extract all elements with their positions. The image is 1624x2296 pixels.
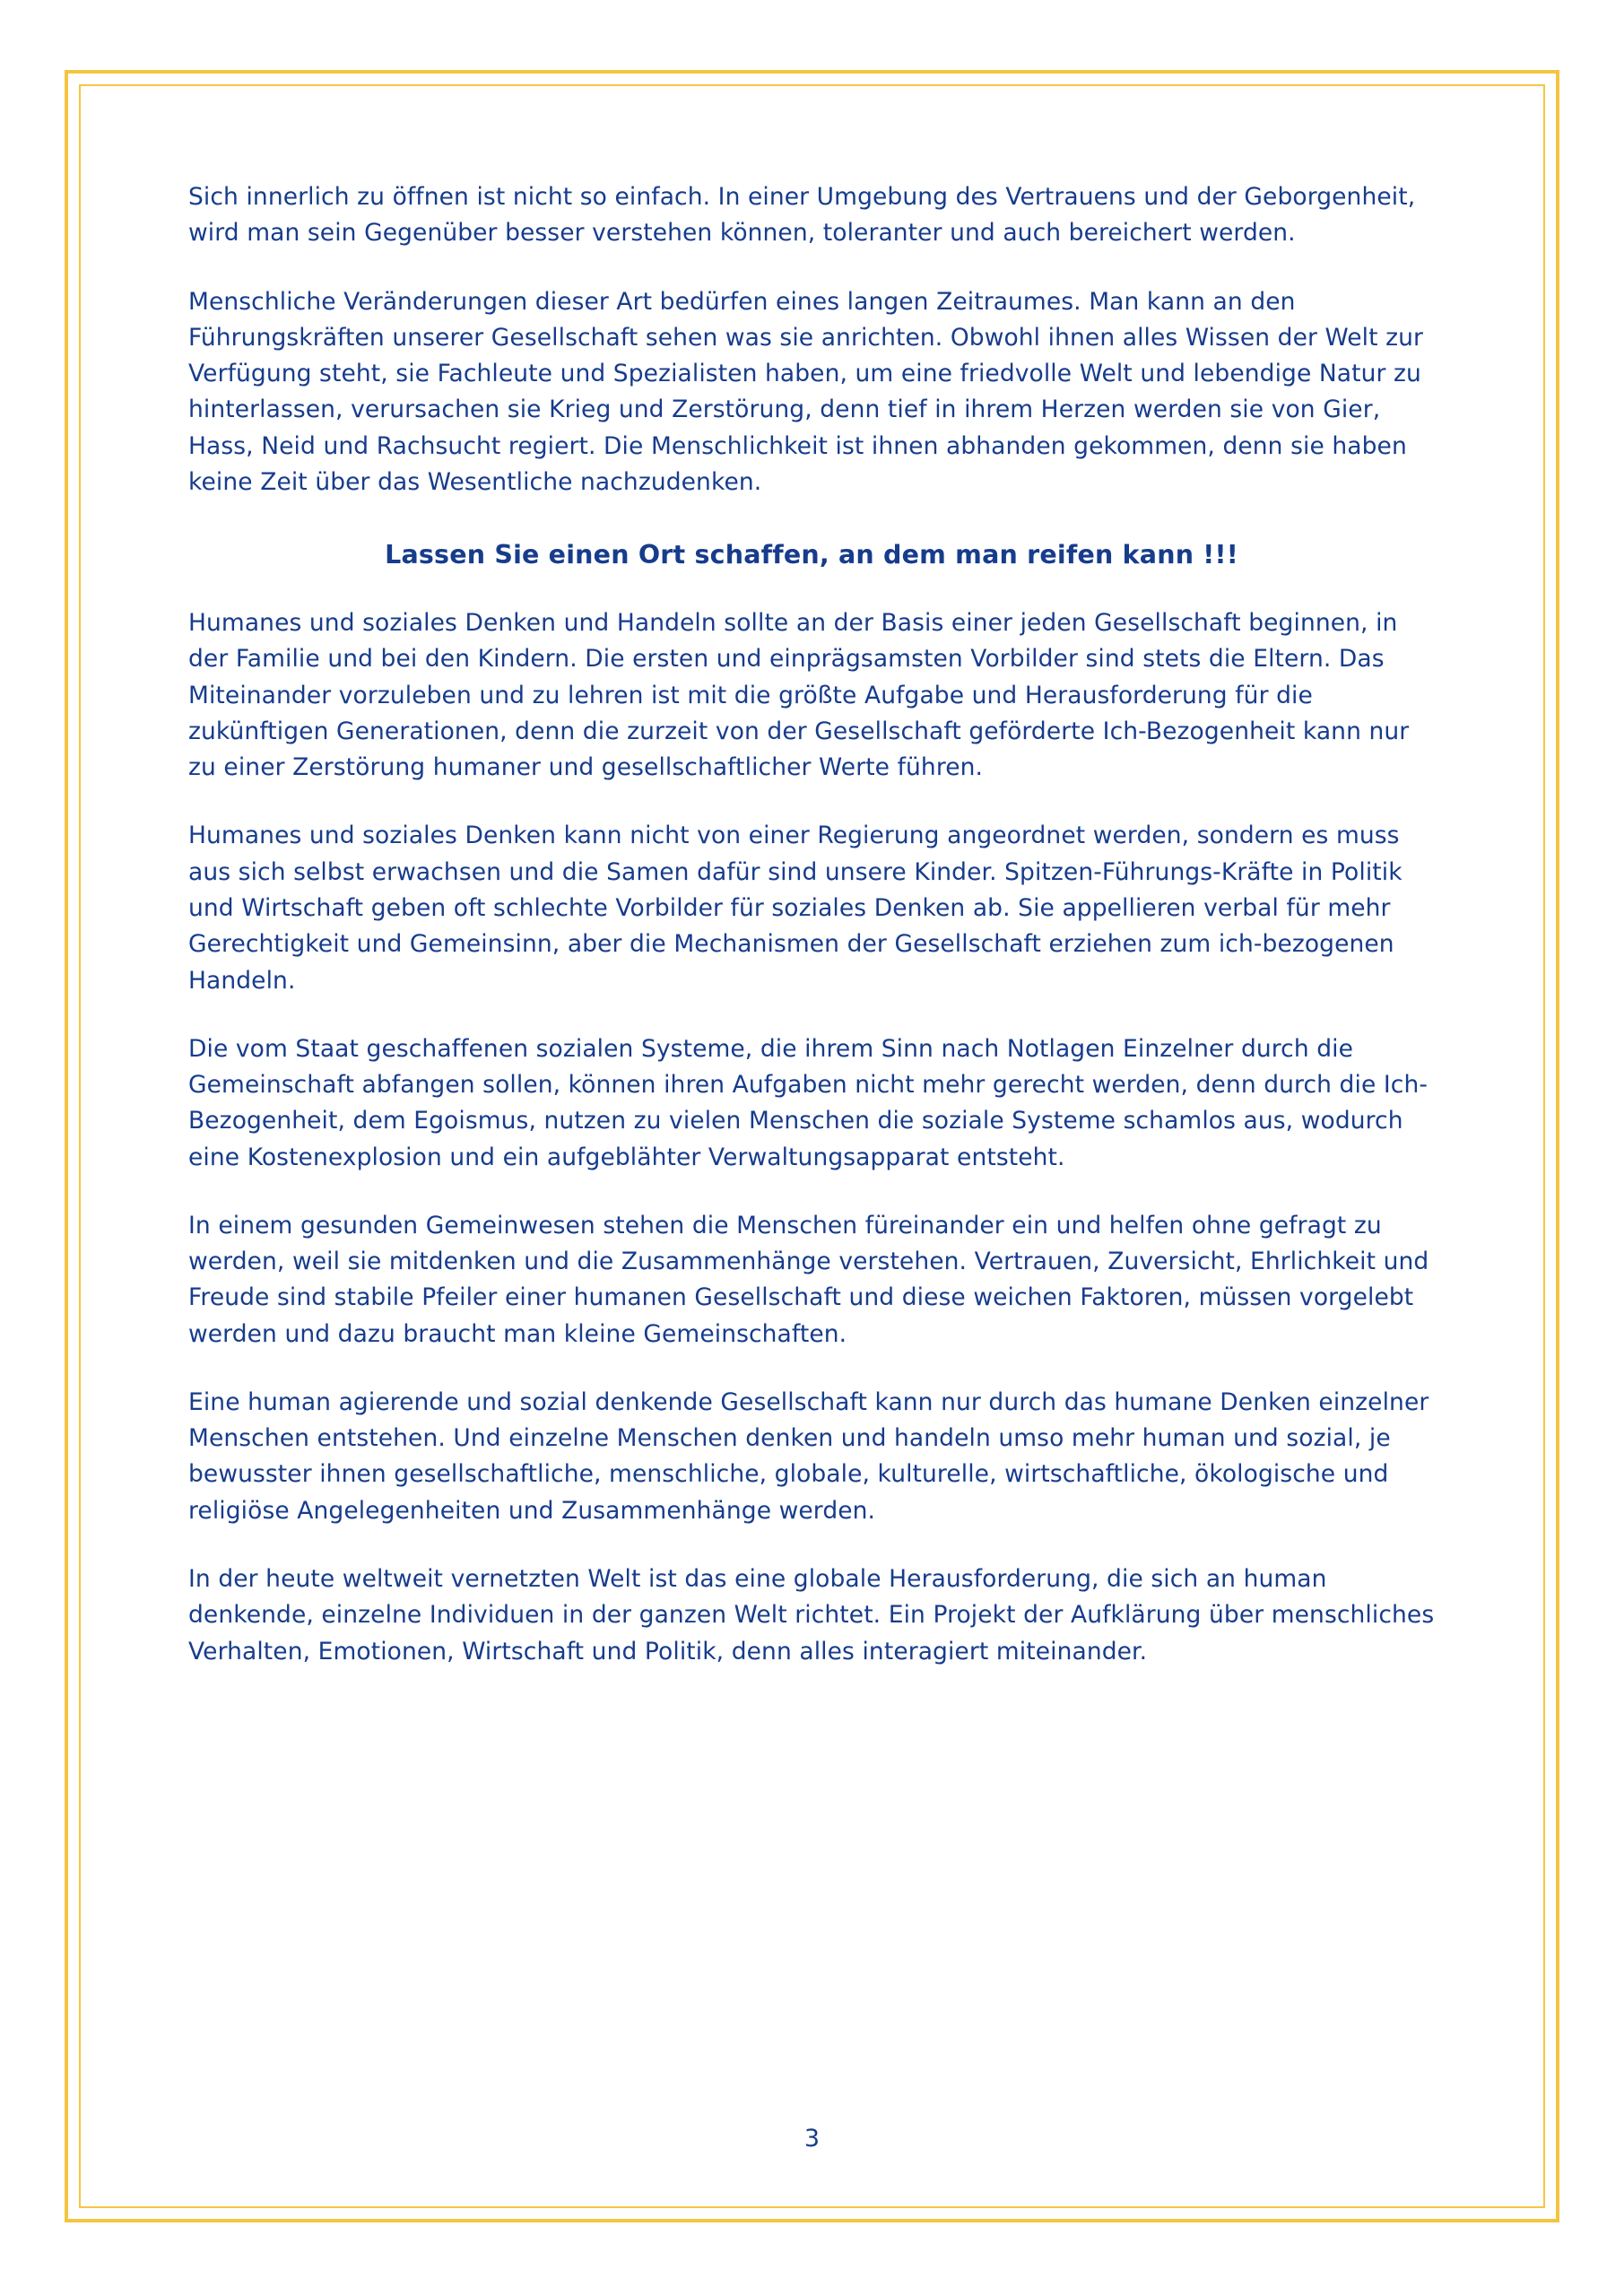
page-number: 3 (803, 2125, 821, 2152)
paragraph: Sich innerlich zu öffnen ist nicht so einfach. In einer Umgebung des Vertrauens und der Geborgenheit, wird man sein Gegenüber besser verstehen können, toleranter und auch bereichert werden. (188, 183, 1416, 248)
paragraph: Menschliche Veränderungen dieser Art bedürfen eines langen Zeitraumes. Man kann an den Führungskräften unserer Gesellschaft sehen was sie anrichten. Obwohl ihnen alles Wissen der Welt zur Verfügung steht, sie Fachleute und Spezialisten haben, um eine friedvolle Welt und lebendige Natur zu hinterlassen, verursachen sie Krieg und Zerstörung, denn tief in ihrem Herzen werden sie von Gier, Hass, Neid und Rachsucht regiert. Die Menschlichkeit ist ihnen abhanden gekommen, denn sie haben keine Zeit über das Wesentliche nachzudenken. (188, 287, 1424, 496)
section-heading: Lassen Sie einen Ort schaffen, an dem man reifen kann !!! (385, 540, 1238, 570)
paragraph: In einem gesunden Gemeinwesen stehen die Menschen füreinander ein und helfen ohne gefragt zu werden, weil sie mitdenken und die Zusammenhänge verstehen. Vertrauen, Zuversicht, Ehrlichkeit und Freude sind stabile Pfeiler einer humanen Gesellschaft und diese weichen Faktoren, müssen vorgelebt werden und dazu braucht man kleine Gemeinschaften. (188, 1211, 1429, 1348)
paragraph: Humanes und soziales Denken und Handeln sollte an der Basis einer jeden Gesellschaft beginnen, in der Familie und bei den Kindern. Die ersten und einprägsamsten Vorbilder sind stets die Eltern. Das Miteinander vorzuleben und zu lehren ist mit die größte Aufgabe und Herausforderung für die zukünftigen Generationen, denn die zurzeit von der Gesellschaft geförderte Ich-Bezogenheit kann nur zu einer Zerstörung humaner und gesellschaftlicher Werte führen. (188, 609, 1410, 782)
document-body (188, 179, 1435, 1702)
paragraph: In der heute weltweit vernetzten Welt ist das eine globale Herausforderung, die sich an human denkende, einzelne Individuen in der ganzen Welt richtet. Ein Projekt der Aufklärung über menschliches Verhalten, Emotionen, Wirtschaft und Politik, denn alles interagiert miteinander. (188, 1564, 1435, 1665)
paragraph: Die vom Staat geschaffenen sozialen Systeme, die ihrem Sinn nach Notlagen Einzelner durch die Gemeinschaft abfangen sollen, können ihren Aufgaben nicht mehr gerecht werden, denn durch die Ich-Bezogenheit, dem Egoismus, nutzen zu vielen Menschen die soziale Systeme schamlos aus, wodurch eine Kostenexplosion und ein aufgeblähter Verwaltungsapparat entsteht. (188, 1034, 1429, 1171)
paragraph: Eine human agierende und sozial denkende Gesellschaft kann nur durch das humane Denken einzelner Menschen entstehen. Und einzelne Menschen denken und handeln umso mehr human und sozial, je bewusster ihnen gesellschaftliche, menschliche, globale, kulturelle, wirtschaftliche, ökologische und religiöse Angelegenheiten und Zusammenhänge werden. (188, 1387, 1429, 1525)
paragraph: Humanes und soziales Denken kann nicht von einer Regierung angeordnet werden, sondern es muss aus sich selbst erwachsen und die Samen dafür sind unsere Kinder. Spitzen-Führungs-Kräfte in Politik und Wirtschaft geben oft schlechte Vorbilder für soziales Denken ab. Sie appellieren verbal für mehr Gerechtigkeit und Gemeinsinn, aber die Mechanismen der Gesellschaft erziehen zum ich-bezogenen Handeln. (188, 822, 1403, 995)
